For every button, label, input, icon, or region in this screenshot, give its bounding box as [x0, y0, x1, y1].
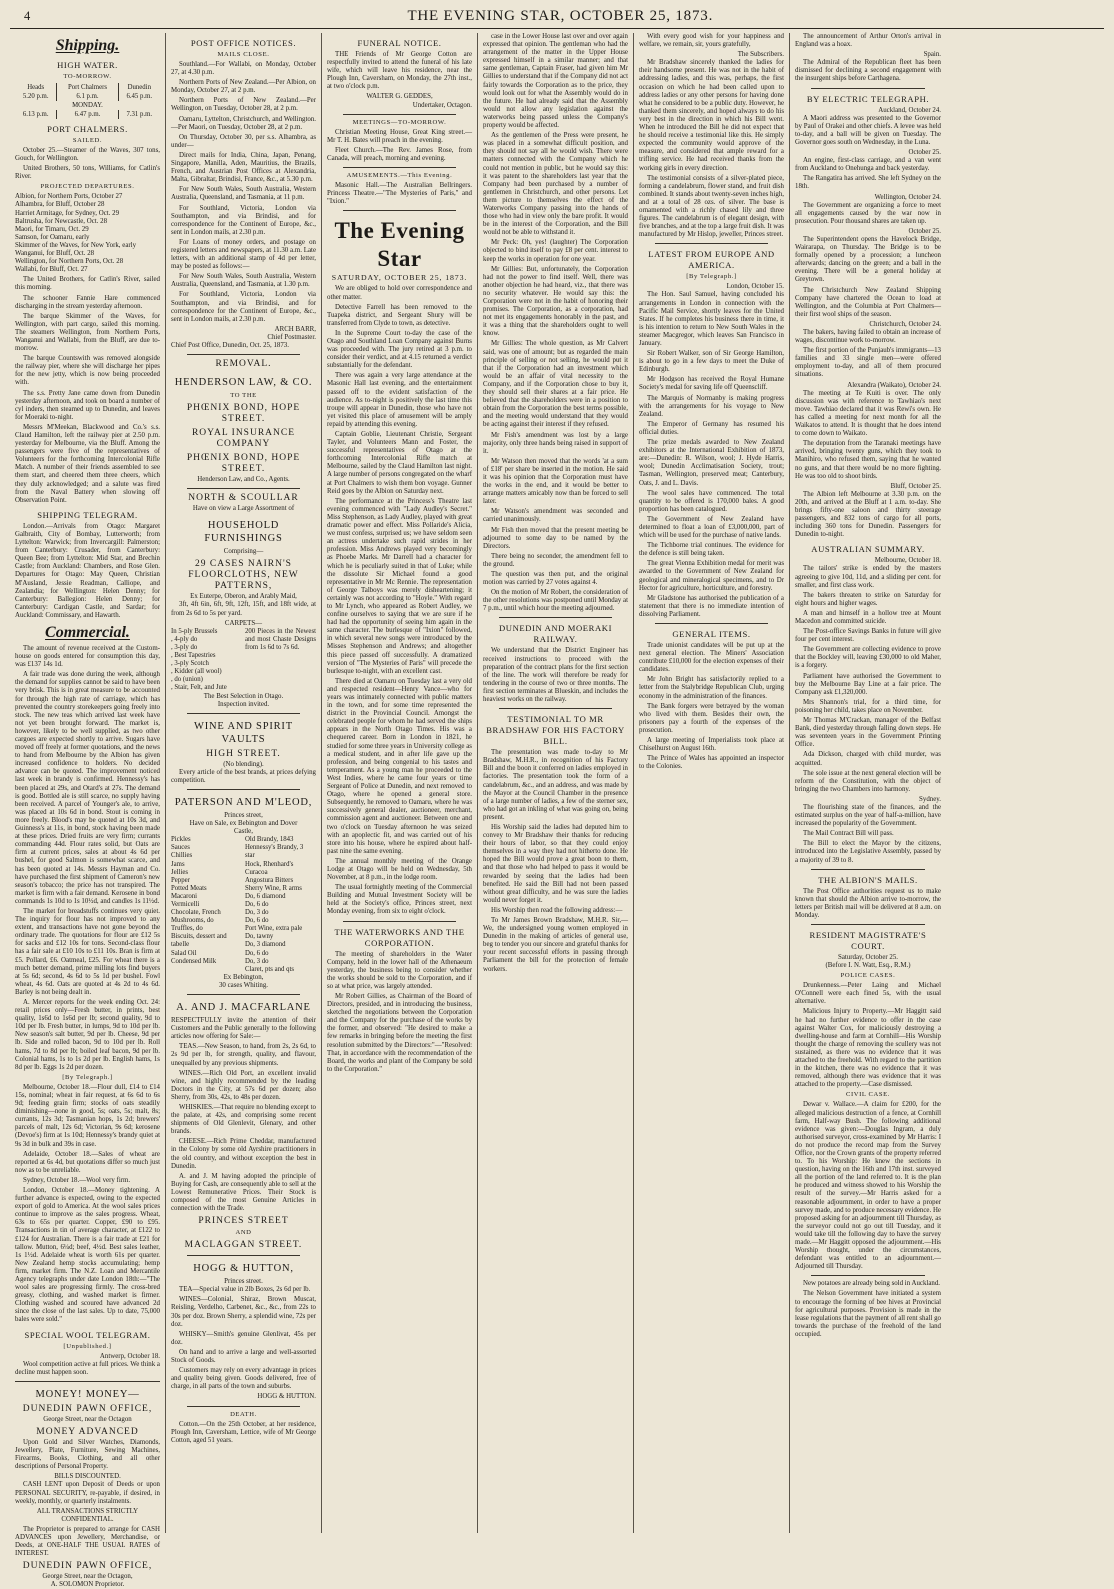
- tide-cell: 6.47 p.m.: [57, 110, 118, 119]
- unpublished-label: [Unpublished.]: [63, 1342, 112, 1350]
- paragraph: Every article of the best brands, at prices defying competition.: [171, 768, 316, 784]
- hogg-hutton: HOGG & HUTTON,: [193, 1263, 294, 1275]
- issue-date: SATURDAY, OCTOBER 25, 1873.: [331, 273, 468, 283]
- paterson-mleod: PATERSON AND M'LEOD,: [174, 796, 313, 808]
- tide-cell: 6.45 p.m.: [118, 92, 160, 101]
- paragraph: On hand and to arrive a large and well-assorted Stock of Goods.: [171, 1348, 316, 1365]
- divider: [187, 994, 300, 995]
- paragraph: In the Supreme Court to-day the case of the Otago and Southland Loan Company against Burns was proceeded with. The jury retired at 3 p.m. to consider their verdict, and at 4.15 returned a verdict substantially for the defendant.: [327, 329, 472, 370]
- paragraph: A Maori address was presented to the Governor by Paul of Orakei and other chiefs. A levee was held to-day, and a ball will be given on Tuesday. The Governor goes south on Wednesday, in the Luna.: [795, 114, 941, 146]
- royal-insurance: ROYAL INSURANCE COMPANY: [191, 428, 296, 450]
- paragraph: The performance at the Princess's Theatre last evening commenced with "Lady Audley's Secret." Miss Stephenson, as Lady Audley, played with great dramatic power and effect. Miss Pollaride's Alicia, we must confess, surprised us; we have seldom seen an actress undertake such rapid strides in her profession. Miss Andrews played very becomingly as Phoebe Marks. Mr Darrell had a character for which he is peculiarly suited in that of Luke; while the dissolute Sir Michael found a good representative in Mr Mc Rennie. The representation of George Talboys was merely disheartening; it certainly was not according to "Hoyle." With regard to Mr Lynch, who appeared as Robert Audley, we confine ourselves to saying that we are sure if he had had the opportunity of seeing him again in the same character. The burlesque of "Ixion" followed, in which several new songs were introduced by the Misses Stephenson and Andrews; and altogether this piece passed off successfully. A dramatized version of "The Mysteries of Paris" will precede the burlesque to-night, with an excellent cast.: [327, 497, 472, 675]
- carpet-note: 200 Pieces in the Newest and most Chaste Designs from 1s 6d to 7s 6d.: [244, 627, 316, 651]
- paragraph: On Thursday, October 30, per s.s. Alhambra, as under—: [171, 133, 316, 149]
- paragraph: The Nelson Government have initiated a system to encourage the forming of bee hives at Provincial for agricultural purposes. Provision is made in the lease regulations that the payment of all rent shall go towards the purchase of the freehold of the land occupied.: [795, 1290, 941, 1338]
- ex-bebington: Ex Bebington,: [223, 973, 264, 981]
- high-water-heading: HIGH WATER.: [57, 60, 118, 70]
- paterson-text: Have on Sale, ex Bebington and Dover: [189, 820, 298, 828]
- goods-right: Old Brandy, 1843 Hennessy's Brandy, 3 star Hock, Rhenhard's Curacoa Angostura Bitters Sherry Wine, R arms Do, 6 diamond Do, 6 do Do, 3 do Do, 6 do Port Wine, extra pale Do, tawny Do, 3 diamond Do, 6 do Do, 3 do Claret, pts and qts: [244, 836, 304, 973]
- dateline: Auckland, October 24.: [878, 106, 941, 114]
- waterworks-heading: THE WATERWORKS AND THE CORPORATION.: [334, 926, 465, 948]
- paragraph: We are obliged to hold over correspondence and other matter.: [327, 285, 472, 301]
- paragraph: Mr Gladstone has authorised the publication of a statement that there is no immediate intention of dissolving Parliament.: [639, 594, 784, 618]
- amusements-heading: AMUSEMENTS.—This Evening.: [346, 172, 453, 180]
- dateline: Christchurch, October 24.: [869, 320, 941, 328]
- paragraph: Malicious Injury to Property.—Mr Haggitt said he had no further evidence to offer in the case against Walter Cox, for maliciously destroying a dwelling-house and farm at Cornhill—His Worship thought the charge of removing the scullery was not sustained, as there was no evidence that it was attached to the freehold. With regard to the partition in the kitchen, there was no evidence that it was removed, although there was evidence that it was attached to the property.—Case dismissed.: [795, 1008, 941, 1089]
- tide-row: [15, 92, 160, 101]
- princes-street-label: Princes street,: [224, 811, 263, 819]
- paragraph: The Prince of Wales has appointed an inspector to the Colonies.: [639, 755, 784, 771]
- paragraph: The first portion of the Punjaub's immigrants—13 families and 33 single men—were offered employment to-day, and all of them procured situations.: [795, 347, 941, 379]
- paragraph: The deputation from the Taranaki meetings have arrived, bringing twenty guns, which they took to Manihiro, who refused them, saying that he wanted no guns, and that there would be no more fighting. He was too old to shoot birds.: [795, 440, 941, 480]
- paragraph: The meeting at Te Kuiti is over. The only discussion was with reference to Tawhiao's next move. Tawhiao declared that it was Rewi's own. He has called a meeting for next month for all the Waikatos to attend. It is thought that he does intend to come down to Waikato.: [795, 389, 941, 438]
- paragraph: London.—Arrivals from Otago: Margaret Galbraith, City of Bombay, Lutterworth; from Lyttelton: Warwick; from Invercargill: Palmerston; from Canterbury: Crusader, from Canterbury: Queen Bee; from Lyttelton: Mid Star, and Brechin Castle; from Auckland: Chambers, and Rose Glen. Departures for Otago: May Queen, Christian M'Ausland, Jessie Readman, Calliope, and Zealandia; for Wellington: Helen Denny; for Canterbury: Ballegion: Helen Denny; for Canterbury: Cardigan Castle, and Sardar; for Auckland: Commissary, and Hawarth.: [15, 522, 160, 619]
- column-5: [634, 33, 790, 1533]
- paragraph: Masonic Hall.—The Australian Bellringers. Princess Theatre.—"The Mysteries of Paris," and "Ixion.": [327, 182, 472, 206]
- divider: [343, 921, 456, 922]
- paragraph: Cotton.—On the 25th October, at her residence, Plough Inn, Caversham, Lettice, wife of Mr George Cotton, aged 51 years.: [171, 1420, 316, 1444]
- dateline: Alexandra (Waikato), October 24.: [847, 381, 941, 389]
- dateline: Antwerp, October 18.: [99, 1352, 160, 1360]
- shipping-telegram-heading: SHIPPING TELEGRAM.: [37, 509, 138, 520]
- pawn-address: George Street, near the Octagon: [43, 1415, 132, 1423]
- paragraph: The Marquis of Normanby is making progress with the arrangements for his voyage to New Zealand.: [639, 394, 784, 418]
- court-date: Saturday, October 25.: [837, 954, 899, 961]
- paragraph: Sir Robert Walker, son of Sir George Hamilton, is about to go in a few days to meet the Duke of Edinburgh.: [639, 350, 784, 374]
- paragraph: The Rangatira has arrived. She left Sydney on the 18th.: [795, 175, 941, 191]
- money-heading: MONEY! MONEY—: [35, 1388, 140, 1400]
- paragraph: Ada Dickson, charged with child murder, was acquitted.: [795, 751, 941, 767]
- paragraph: There was again a very large attendance at the Masonic Hall last evening, and the entertainment passed off to the evident satisfaction of the audience. As to-night is positively the last time this troupe will appear in Dunedin, those who have not yet visited this place of amusement will be amply repaid by attending this evening.: [327, 372, 472, 428]
- paragraph: Direct mails for India, China, Japan, Penang, Singapore, Manilla, Aden, Mauritius, the Brazils, French, and Austrian Post Offices at Alexandria, Malta, Gibraltar, Brindisi, France, &c., at 5.30 p.m.: [171, 151, 316, 184]
- tide-row: [15, 101, 160, 110]
- court-before: (Before I. N. Watt, Esq., R.M.): [825, 962, 911, 970]
- paragraph: With every good wish for your happiness and welfare, we remain, sir, yours gratefully,: [639, 33, 784, 49]
- paragraph: We understand that the District Engineer has received instructions to proceed with the preparation of the contract plans for the first section of the line. The work will therefore be ready for tendering in the course of two or three months. The first section terminates at Blueskin, and includes the heaviest works on the railway.: [483, 647, 628, 704]
- paragraph: Melbourne, October 18.—Flour dull, £14 to £14 15s, nominal; wheat in fair request, at 6s 6d to 6s 9d; feeding grain firm; stocks of oats steadily diminishing—none in good, 5s; oats, 5s; malt, 8s; currants, 12s 3d; Tasmanian hops, 1s 2d; brewers' parcels of malt, 12s 6d; Victorian, 9s 6d; kerosene (Devoe's) firm at 1s 10d; Hennessy's brandy quiet at 9s 3d in bulk and 39s in case.: [15, 1083, 160, 1148]
- by-telegraph-label: [By Telegraph.]: [62, 1073, 113, 1081]
- electric-telegraph-heading: BY ELECTRIC TELEGRAPH.: [806, 93, 930, 104]
- divider: [343, 210, 456, 211]
- paragraph: Mr Thomas M'Crackan, manager of the Belfast Bank, died yesterday through falling down steps. He was seventeen years in the Government Printing Office.: [795, 717, 941, 749]
- best-selection: The Best Selection in Otago.: [203, 692, 284, 700]
- divider: [187, 713, 300, 714]
- comprising: Comprising—: [223, 548, 264, 556]
- funeral-heading: FUNERAL NOTICE.: [357, 38, 442, 48]
- paragraph: On the motion of Mr Robert, the consideration of the other resolutions was postponed until Monday at 7 p.m., until which hour the meeting adjourned.: [483, 589, 628, 613]
- paragraph: The Hon. Saul Samuel, having concluded his arrangements in London in connection with the Pacific Mail Service, shortly leaves for the United States. If he completes his business there in time, it is his intention to return to New South Wales in the steamer Macgregor, which leaves San Francisco in January.: [639, 291, 784, 347]
- and-label: AND: [235, 1229, 252, 1237]
- paragraph: There died at Oamaru on Tuesday last a very old and respected resident—Henry Vance—who for years was intimately connected with public matters in the town, and for some time represented the district in the Provincial Council. Amongst the celebrated people for whom he had served the ships appears in the North Otago Times. His was a chequered career. Born in London in 1821, he studied for some three years in University college as a medical student, and in after life gave up the profession, and being congenial to his tastes and temperament. As a young man he proceeded to the West Indies, where he came four years or time Sergeant of Police at Dunedin, and next removed to Otago, where he opened a general store. Subsequently, he removed to Oamaru, where he was successively general dealer, auctioneer, merchant, commission agent and auctioneer. Between one and two o'clock on Tuesday afternoon he was seized with an apoplectic fit, and was carried out of his store into his house, where he expired about half-past nine the same evening.: [327, 677, 472, 855]
- paragraph: The Mail Contract Bill will pass.: [803, 830, 894, 838]
- to-the-label: TO THE: [230, 392, 257, 400]
- paragraph: TEA—Special value in 2lb Boxes, 2s 6d per lb.: [179, 1286, 311, 1294]
- paragraph: WINES—Colonial, Shiraz, Brown Muscat, Reisling, Verdelho, Carbenet, &c., &c., from 22s to 30s per doz. Brown Sherry, a splendid wine, 72s per doz.: [171, 1296, 316, 1328]
- paragraph: The Proprietor is prepared to arrange for CASH ADVANCES upon Jewellery, Merchandise, or Deeds, at ONE-HALF THE USUAL RATES of INTEREST.: [15, 1525, 160, 1558]
- paragraph: The announcement of Arthur Orton's arrival in England was a hoax.: [795, 33, 941, 49]
- hogg-sign: HOGG & HUTTON.: [257, 1393, 316, 1401]
- divider: [187, 789, 300, 790]
- death-heading: DEATH.: [230, 1410, 257, 1418]
- divider: [187, 354, 300, 355]
- police-cases-label: POLICE CASES.: [840, 972, 896, 980]
- paragraph: CASH LENT upon Deposit of Deeds or upon PERSONAL SECURITY, re-payable, if desired, in weekly, monthly, or quarterly instalments.: [15, 1481, 160, 1505]
- paragraph: The flourishing state of the finances, and the estimated surplus on the year of half-a-million, have increased the popularity of the Government.: [795, 803, 941, 828]
- latest-europe-heading: LATEST FROM EUROPE AND AMERICA.: [648, 249, 775, 271]
- paragraph: Christian Meeting House, Great King street.—Mr T. H. Bates will preach in the evening.: [327, 128, 472, 144]
- tide-cell: MONDAY.: [72, 102, 103, 109]
- divider: [655, 243, 768, 244]
- page-number: 4: [24, 9, 31, 23]
- pawn-office-name-2: DUNEDIN PAWN OFFICE,: [22, 1561, 153, 1572]
- paragraph: As the gentlemen of the Press were present, he was placed in a somewhat difficult position, and they should not say all he would wish. There were matters connected with the Company which he could not mention in public, but he would say this: it was patent to the shareholders last year that the Company had been purchased by a number of gentlemen in Christchurch, and other persons. Let them picture to themselves the effect of the Waterworks Company passing into the hands of those who had in view only the bare profit. It would be in the interest of the Corporation, and the Bill would not be able to withstand it.: [483, 132, 628, 237]
- tide-table: [15, 83, 160, 119]
- paragraph: A man and himself in a hollow tree at Mount Macedon and committed suicide.: [795, 609, 941, 625]
- australian-summary-heading: AUSTRALIAN SUMMARY.: [811, 544, 925, 555]
- port-chalmers-heading: PORT CHALMERS.: [47, 124, 128, 134]
- paragraph: Trade unionist candidates will be put up at the next general election. The Miners' Association contribute £10,000 for the election expenses of their candidates.: [639, 642, 784, 674]
- high-street: HIGH STREET.: [206, 748, 281, 759]
- dateline: Sydney.: [919, 795, 941, 803]
- paragraph: Mr Hodgson has received the Royal Humane Society's medal for saving life off Queenscliff.: [639, 376, 784, 392]
- north-scoullar: NORTH & SCOULLAR: [188, 493, 299, 504]
- paragraph: The annual monthly meeting of the Orange Lodge at Otago will be held on Wednesday, 5th November, at 8 p.m., in the lodge room.: [327, 857, 472, 882]
- paragraph: The Post Office authorities request us to make known that should the Albion arrive to-morrow, the letters per British mail will be delivered at 8 a.m. on Monday.: [795, 887, 941, 919]
- macfarlane-name: A. AND J. MACFARLANE: [176, 1002, 311, 1014]
- tide-cell: 5.20 p.m.: [22, 93, 49, 100]
- paragraph: For Southland, Victoria, London via Southampton, and via Brindisi, and for correspondence for the Continent of Europe, &c., sent in London mails, at 2.30 p.m.: [171, 204, 316, 236]
- paragraph: The bakers threaten to strike on Saturday for eight hours and higher wages.: [795, 591, 941, 607]
- tide-row: [15, 110, 160, 119]
- paragraph: The usual fortnightly meeting of the Commercial Building and Mutual Investment Society will be held at the Society's office, Princes street, next Monday evening, from six to eight o'clock.: [327, 884, 472, 916]
- signature-name: ARCH BARR,: [274, 325, 316, 333]
- paragraph: The Bank forgers were betrayed by the woman who lived with them. Besides their own, the prisoners pay a fourth of the expenses of the prosecution.: [639, 702, 784, 734]
- tide-cell: Dunedin: [118, 83, 160, 92]
- column-6: [790, 33, 946, 1533]
- inspection: Inspection invited.: [217, 700, 270, 708]
- paragraph: Sydney, October 18.—Wool very firm.: [23, 1176, 131, 1184]
- albion-mails-heading: THE ALBION'S MAILS.: [818, 874, 918, 885]
- paragraph: WHISKY—Smith's genuine Glenlivat, 45s per doz.: [171, 1330, 316, 1346]
- no-blending: (No blending).: [223, 760, 264, 768]
- carpet-list: [171, 628, 316, 693]
- phoenix-bond: PHŒNIX BOND, HOPE STREET.: [186, 403, 301, 425]
- column-1: [10, 33, 166, 1589]
- paragraph: Mr Fish's amendment was lost by a large majority, only three hands being raised in support of it.: [483, 431, 628, 455]
- wine-spirit-vaults: WINE AND SPIRIT VAULTS: [194, 720, 293, 745]
- dateline: October 25.: [908, 227, 941, 235]
- subscribers: The Subscribers.: [737, 51, 784, 59]
- phoenix-bond-2: PHŒNIX BOND, HOPE STREET.: [186, 453, 301, 475]
- paragraph: Mr Watson then moved that the words 'at a sum of £18' per share be inserted in the motion. He said it was his opinion that the Corporation must have the works in the end, and it would be better to arrange matters amicably now than be forced to sell later.: [483, 457, 628, 506]
- pawn-address-2: George Street, near the Octagon,: [42, 1573, 133, 1581]
- paragraph: The Emperor of Germany has resumed his official duties.: [639, 420, 784, 436]
- tomorrow-label: TO-MORROW.: [63, 73, 112, 80]
- paragraph: The amount of revenue received at the Custom-house on goods entered for consumption this day, was £137 14s 1d.: [15, 644, 160, 669]
- civil-case-label: CIVIL CASE.: [845, 1091, 891, 1099]
- meetings-heading: MEETINGS—TO-MORROW.: [352, 118, 447, 126]
- paragraph: The market for breadstuffs continues very quiet. The inquiry for flour has not improved to any extent, and transactions have not gone beyond the ordinary trade. The quotations for flour are £12 5s for sacks and £12 10s for tons. Second-class flour has a fair sale at £10 10s to £11 10s. Bran is firm at £5. Pollard, £6. Oatmeal, £25. For wheat there is a much better demand, prime milling lots find buyers at 5s 6d; second, 4s 6d to 5s 1d per bushel. Fowl wheat, 4s 6d. Oats are quoted at 4s 2d to 4s 6d. Barley is not being dealt in.: [15, 907, 160, 996]
- resident-magistrate-heading: RESIDENT MAGISTRATE'S COURT.: [809, 930, 927, 951]
- paragraph: 3ft, 4ft 6in, 6ft, 9ft, 12ft, 15ft, and 18ft wide, at from 2s 6d to 5s per yard.: [171, 601, 316, 617]
- henderson-agents: Henderson Law, and Co., Agents.: [197, 476, 290, 484]
- paragraph: WHISKIES.—That require no blending except to the palate, at 42s, and comprising some recent shipments of Old Glenlevit, Glenary, and other brands.: [171, 1103, 316, 1136]
- paragraph: Messrs M'Meekan, Blackwood and Co.'s s.s. Claud Hamilton, left the railway pier at 2.50 p.m. yesterday for Melbourne, via the Bluff. Among the passengers were five of the representatives of Volunteers for the forthcoming Intercolonial Rifle Match. A number of their friends assembled to see them start, and cheered them three cheers, which they duly acknowledged; and a salute was fired from the Naval Battery when slowing off Observation Point.: [15, 423, 160, 504]
- paragraph: Mrs Shannon's trial, for a third time, for poisoning her child, takes place on November.: [795, 698, 941, 714]
- paragraph: Mr Peck: Oh, yes! (laughter) The Corporation objected to bind itself to pay £8 per cent. interest to keep the works in operation for one year.: [483, 239, 628, 263]
- paragraph: His Worship then read the following address:—: [491, 906, 623, 914]
- divider: [811, 869, 925, 870]
- paragraph: Mr Robert Gillies, as Chairman of the Board of Directors, presided, and in introducing the business, sketched the negotiations between the Corporation and the Company for the purchase of the works by the former, and observed: "He desired to make a few remarks in bringing before the meeting the first resolution submitted by the Directors:"—"Resolved: That, in accordance with the recommendation of the Board, the works and plant of the Company be sold to the Corporation.": [327, 993, 472, 1073]
- paragraph: A. Mercer reports for the week ending Oct. 24: retail prices only—Fresh butter, in prints, best quality, 1s6d to 1s6d per lb; second quality, 9d to 10d per lb. Fresh butter, in lumps, 9d to 10d per lb. New season's salt butter, 9d per lb. Cheese, 9d per lb. Side and rolled bacon, 9d to 10d per lb. Roll hams, 7d to 8d per lb; boiled leaf bacon, 9d per lb. Colonial hams, 1s to 1s 2d per lb. English hams, 1s 8d per lb. Eggs 1s 2d per dozen.: [15, 999, 160, 1071]
- paragraph: Oamaru, Lyttelton, Christchurch, and Wellington.—Per Maori, on Tuesday, October 28, at 2 p.m.: [171, 115, 316, 131]
- paragraph: For New South Wales, South Australia, Western Australia, Queensland, and Tasmania, at 1.30 p.m.: [171, 273, 316, 289]
- proprietor: A. SOLOMON Proprietor.: [50, 1581, 125, 1589]
- tide-row: [15, 83, 160, 92]
- paragraph: The prize medals awarded to New Zealand exhibitors at the International Exhibition of 1873, are:—Dunedin: R. Wilson, wool; J. Hyde Harris, wool; Dunedin Acclimatisation Society, trout; Tasman, Wellington, preserved meat; Canterbury, Oats, J. and L. Davis.: [639, 439, 784, 487]
- paragraph: The presentation was made to-day to Mr Bradshaw, M.H.R., in recognition of his Factory Bill and the boon it conferred on ladies employed in factories. The presentation took the form of a candelabrum, &c., and an address, and was made by the Mayor at the Council Chamber in the presence of a large number of ladies, a few of the sterner sex, who had got an inkling of what was going on, being present.: [483, 749, 628, 821]
- paragraph: The tailors' strike is ended by the masters agreeing to give 10d, 11d, and a sliding per cent. for smaller, and first class work.: [795, 565, 941, 589]
- paragraph: To Mr James Brown Bradshaw, M.H.R. Sir,—We, the undersigned young women employed in Dunedin in the making of articles of general use, beg to tender you our sincere and grateful thanks for your recent successful efforts in passing through Parliament the bill for the protection of female workers.: [483, 917, 628, 973]
- view-stock: Have on view a Large Assortment of: [192, 505, 295, 513]
- divider: [499, 708, 612, 709]
- household-furnishings: HOUSEHOLD FURNISHINGS: [204, 520, 283, 545]
- paragraph: A large meeting of Imperialists took place at Chiselhurst on August 16th.: [639, 737, 784, 753]
- paragraph: Fleet Church.—The Rev. James Rose, from Canada, will preach, morning and evening.: [327, 146, 472, 162]
- paragraph: ALL TRANSACTIONS STRICTLY CONFIDENTIAL.: [36, 1507, 139, 1523]
- paragraph: Mr Gillies: But, unfortunately, the Corporation had not the power to find itself. Well, there was another objection he had heard, viz., that there was no security whatever. He would say this: the Corporation were not in the habit of honoring their promises. The Corporation, as a corporation, had not met its engagements honorably in the past, and it was a thing that the shareholders ought to well know.: [483, 265, 628, 338]
- paragraph: Upon Gold and Silver Watches, Diamonds, Jewellery, Plate, Furniture, Sewing Machines, Firearms, Books, Clothing, and all other descriptions of Personal Property.: [15, 1438, 160, 1471]
- columns: [10, 33, 1104, 1589]
- paragraph: The barque Skimmer of the Waves, for Wellington, with part cargo, sailed this morning. The steamers Wellington, from Northern Ports, Wanganui and Wallabi, from the Bluff, are due to-morrow.: [15, 312, 160, 353]
- divider: [187, 1406, 300, 1407]
- divider: [499, 617, 612, 618]
- paragraph: Wool competition active at full prices. We think a decline must happen soon.: [15, 1360, 160, 1376]
- general-items-heading: GENERAL ITEMS.: [672, 629, 751, 639]
- ex-ships: Ex Euterpe, Oberon, and Arably Maid,: [190, 593, 297, 601]
- paragraph: The great Vienna Exhibition medal for merit was awarded to the Government of New Zealand for geological and mineralogical specimens, and to Dr Hector for agriculture, horticulture, and forestry.: [639, 560, 784, 592]
- undertaker-title: Undertaker, Octagon.: [412, 101, 472, 109]
- paragraph: Mr Gillies: The whole question, as Mr Calvert said, was one of amount; but as regarded the main principle of selling or not selling, he would put it that if the Corporation had an investment which would be an affair of vital necessity to the Company, and if the Corporation chose to buy it, they should sell their shares at a fair price. He believed that the shareholders were in a position to obtain from the Corporation the best terms possible, and the meeting would understand that they would be acting against their interest if they refused.: [483, 340, 628, 429]
- divider: [811, 924, 925, 925]
- departures-list: Albion, for Northern Ports, October 27 Alhambra, for Bluff, October 28 Harriet Armitage, for Sydney, Oct. 29 Baltrusha, for Newcastle, Oct. 28 Maori, for Timaru, Oct. 29 Samson, for Oamaru, early Skimmer of the Waves, for New York, early Wanganui, for Bluff, Oct. 28 Wellington, for Northern Ports, Oct. 28 Wallabi, for Bluff, Oct. 27: [15, 193, 137, 274]
- paragraph: The wool sales have commenced. The total quantity to be offered is 170,000 bales. A good proportion has been catalogued.: [639, 489, 784, 513]
- tide-cell: 7.31 p.m.: [118, 110, 160, 119]
- divider: [655, 623, 768, 624]
- paragraph: The Superintendent opens the Havelock Bridge, Wairarapa, on Thursday. The Bridge is to be formally opened by a procession; a luncheon afterwards; dancing on the green; and a ball in the evening. There will be a general holiday at Greytown.: [795, 235, 941, 284]
- paragraph: The question was then put, and the original motion was carried by 27 votes against 4.: [483, 571, 628, 587]
- carpet-types: In 5-ply Brussels , 4-ply do , 3-ply do , Best Tapestries , 3-ply Scotch , Kidder (all wool) , do (union) , Stair, Felt, and Jute: [171, 627, 227, 692]
- sailed-label: SAILED.: [72, 137, 103, 144]
- dunedin-moeraki-heading: DUNEDIN AND MOERAKI RAILWAY.: [498, 623, 613, 645]
- goods-left: Pickles Sauces Chillies Jams Jellies Pepper Potted Meats Macaroni Vermicelli Chocolate, French Mushrooms, do Truffles, do Biscuits, dessert and tabelle Salad Oil Condensed Milk: [171, 836, 227, 965]
- paragraph: The bakers, having failed to obtain an increase of wages, discontinue work to-morrow.: [795, 329, 941, 345]
- divider: [343, 114, 456, 115]
- divider: [811, 88, 925, 89]
- projected-heading: PROJECTED DEPARTURES.: [40, 183, 135, 191]
- evening-star-title: The Evening Star: [334, 218, 465, 272]
- dateline: Bluff, October 25.: [890, 482, 941, 490]
- paragraph: Parliament have authorised the Government to buy the Melbourne Bay Line at a fair price. The Company ask £1,320,000.: [795, 672, 941, 696]
- signature-office: Chief Post Office, Dunedin, Oct. 25, 1873.: [171, 342, 289, 349]
- paragraph: Mr John Bright has satisfactorily replied to a letter from the Stalybridge Republican Club, urging economy in the administration of the finances.: [639, 676, 784, 700]
- paragraph: Detective Farrell has been removed to the Tuapeka district, and Sergeant Shury will be transferred from Clyde to town, as detective.: [327, 303, 472, 327]
- paragraph: The Admiral of the Republican fleet has been dismissed for declining a second engagement with the insurgent ships before Carthagena.: [795, 59, 941, 83]
- paragraph: The sole issue at the next general election will be reform of the Constitution, with the object of bringing the two Chambers into harmony.: [795, 769, 941, 793]
- paragraph: The schooner Fannie Hare commenced discharging in the stream yesterday afternoon.: [15, 294, 160, 310]
- paragraph: London, October 18.—Money tightening. A further advance is expected, owing to the expected export of gold to America. At the wool sales prices continue to improve as the sales progress. Wheat, 63s to 65s per quarter. Copper, £90 to £95. Transactions in tin of average character, at £122 to £124 for Australian. There is a fair trade at £21 for tallow. Mutton, 6¼d; beef, 4½d. Best sales leather, 1s 1½d. Adelaide wheat is worth 61s per quarter. New Zealand hemp stocks accumulating; hemp firm, market firm. The N.Z. Loan and Mercantile Agency telegraphs under date London 18th:—"The wool sales are progressing firmly. The cross-bred greasy, clothing, and washed market is firmer. Clothing washed and scoured have advanced 2d since the close of the last sales. Up to date, 75,000 bales were sold.": [15, 1186, 160, 1324]
- paragraph: The Christchurch New Zealand Shipping Company have chartered the Ocean to load at Wellington, and the Columbia at Port Chalmers—their first wool ships of the season.: [795, 286, 941, 318]
- paragraph: Dewar v. Wallace.—A claim for £200, for the alleged malicious destruction of a fence, at Cornhill farm, Half-way Bush. The following additional evidence was given:—Douglas Ingram, a duly authorised surveyor, cross-examined by Mr Harris: I do not produce the record map from the Survey Office, nor the Crown grants of the property referred to. To his Worship: He knew the sections in question, having on the 16th and 17th inst. surveyed all the portion of the land referred to. It is the plan he produced and witness showed to his Worship the result of the survey.—Mr Harris asked for a reasonable adjournment, in order to have a proper survey made, and to produce necessary evidence. He proposed asking for an adjournment till Thursday, as the surveyor could not go out till Tuesday, and it would take till the following day to have the survey made.—Mr Haggitt opposed the adjournment.—His Worship thought, under the circumstances, defendant was entitled to an adjournment.—Adjourned till Thursday.: [795, 1101, 941, 1271]
- cases-whisky: 30 cases Whiting.: [218, 981, 269, 989]
- paragraph: A fair trade was done during the week, although the demand for supplies cannot be said to have been very brisk. This is in great measure to be accounted for through the high rate of carriage, which has prevented the country storekeepers going freely into stock. The new teas which arrived last week have not yet been brought forward. The market is, however, likely to be well supplied, as two other cargoes are expected shortly to arrive. Sugars have moved off freely at former quotations, and the news to hand from Melbourne by the Albion has given increased confidence to holders. No decided advance can be quoted. The improvement noticed last week in brandy is confirmed. Hennessy's has been placed at 29s, and Otard's at 27s. The demand is good. Bottled ale is still scarce, no supply having been received. A parcel of Younger's ale, to arrive, was placed at 10s 6d in bond. Stout is coming in more freely. Blood's may be quoted at 10s 3d, and Guinness's at 11s, in bond, stock having been made at these prices. Dried fruits are very firm; currants commanding 44d. Flour rates solid, but Oats are firm at current prices, sales at about 4s 6d per bushel, for good Salmon is somewhat scarce, and has been quoted at 14s. Messrs Hayman and Co. have purchased the first shipment of Cameron's new season's tobacco; the price has not transpired. The market is firm with a fair demand. Kerosene in bond commands 1s 10d to 1s 10½d, and candles 1s 11½d.: [15, 671, 160, 905]
- paragraph: case in the Lower House last over and over again expressed that opinion. The gentleman who had the arrangement of the matter in the Upper House expressed himself in a similar manner; and that same gentleman, Captain Fraser, had given him Mr Gillies to understand that if the Company did not act fairly towards the Corporation as to the price, they would look out for what the Assembly would do in the future. He had already said that the Assembly would not allow any legislation against the waterworks being passed unless the Company's property would be affected.: [483, 33, 628, 130]
- newspaper-title: THE EVENING STAR, OCTOBER 25, 1873.: [407, 8, 714, 24]
- paragraph: Drunkenness.—Peter Laing and Michael O'Connell were each fined 5s, with the usual alternative.: [795, 982, 941, 1006]
- paragraph: The Albion left Melbourne at 3.30 p.m. on the 20th, and arrived at the Bluff at 1 a.m. to-day. She brings fifty-one saloon and thirty steerage passengers, and 832 tons of cargo for all ports, including 360 tons for Dunedin. Passengers for Dunedin to-night.: [795, 490, 941, 539]
- paragraph: The barque Countswith was removed alongside the railway pier, where she will discharge her pipes for the new jetty, which is now being proceeded with.: [15, 355, 160, 387]
- special-wool-heading: SPECIAL WOOL TELEGRAM.: [24, 1329, 151, 1340]
- paragraph: Northern Ports of New Zealand.—Per Wellington, on Tuesday, October 28, at 2 p.m.: [171, 97, 316, 113]
- mails-close-label: MAILS CLOSE.: [217, 51, 270, 58]
- divider: [811, 1275, 925, 1276]
- divider: [15, 1381, 160, 1382]
- paragraph: The Government of New Zealand have determined to float a loan of £3,000,000, part of which will be used for the purchase of native lands.: [639, 515, 784, 540]
- carpets-heading: CARPETS—: [224, 619, 263, 627]
- paragraph: Customers may rely on every advantage in prices and quality being given. Goods delivered, free of charge, in all parts of the town and suburbs.: [171, 1367, 316, 1391]
- dateline: October 25.: [908, 149, 941, 157]
- divider: [187, 1255, 300, 1256]
- tide-cell: 6.13 p.m.: [22, 111, 49, 118]
- paragraph: The s.s. Pretty Jane came down from Dunedin yesterday afternoon, and took on board a number of cyl inders, then steamed up to Dunedin, and leaves for Moeraki to-night.: [15, 389, 160, 421]
- paragraph: The testimonial consists of a silver-plated piece, forming a candelabrum, flower stand, and fruit dish combined. It stands about twenty-seven inches high, and at a total of 28 ozs. of silver. The base is ornamented with a richly chased lily and three figures. The candelabrum is of elegant design, with five branches, and at the top a large fruit dish. It was manufactured by Mr Hislop, jeweller, Princes street.: [639, 174, 784, 239]
- castle-label: Castle,: [234, 828, 253, 836]
- tide-cell: Port Chalmers: [57, 83, 118, 92]
- paragraph: Mr Watson's amendment was seconded and carried unanimously.: [483, 508, 628, 524]
- dateline: Melbourne, October 18.: [874, 557, 941, 565]
- paragraph: The Tichborne trial continues. The evidence for the defence is still being taken.: [639, 542, 784, 558]
- paragraph: United Brothers, 50 tons, Williams, for Catlin's River.: [15, 165, 160, 181]
- paragraph: The United Brothers, for Catlin's River, sailed this morning.: [15, 276, 160, 292]
- tide-cell: 6.1 p.m.: [57, 92, 118, 101]
- paragraph: For Southland, Victoria, London via Southampton, and via Brindisi, and for correspondence for the Continent of Europe, &c., sent in London mails, at 2.30 p.m.: [171, 291, 316, 323]
- pawn-office-name: DUNEDIN PAWN OFFICE,: [22, 1403, 153, 1414]
- column-4: [478, 33, 634, 1533]
- paragraph: The Government are collecting evidence to prove that the Bockley will, leaving £30,000 to old Maher, is a forgery.: [795, 646, 941, 670]
- dateline: London, October 15.: [726, 283, 784, 291]
- paragraph: His Worship said the ladies had deputed him to convey to Mr Bradshaw their thanks for reducing their hours of labor, so that they could enjoy themselves in a way they had not hitherto done. He hoped the Bill would prove a great boon to them, and that those who had helped to pass it would be rewarded by seeing that the ladies had been benefited. He said the Bill had not been passed without great difficulty, and he was sure the ladies would never forget it.: [483, 823, 628, 904]
- bills-discounted: BILLS DISCOUNTED.: [54, 1473, 121, 1481]
- paragraph: The Post-office Savings Banks in future will give four per cent interest.: [795, 628, 941, 644]
- goods-list: [171, 836, 316, 974]
- section-shipping: Shipping.: [55, 37, 120, 54]
- paragraph: RESPECTFULLY invite the attention of their Customers and the Public generally to the following articles now offering for Sale:—: [171, 1017, 316, 1041]
- paragraph: THE Friends of Mr George Cotton are respectfully invited to attend the funeral of his late wife, which will leave his residence, near the Plough Inn, Caversham, on Monday, the 27th inst., at two o'clock p.m.: [327, 51, 472, 91]
- paragraph: October 25.—Steamer of the Waves, 307 tons, Gouch, for Wellington.: [15, 147, 160, 163]
- paragraph: The meeting of shareholders in the Water Company, held in the lower hall of the Athenaeum yesterday, the business being to consider whether the works should be sold to the Corporation, and if so at what price, was largely attended.: [327, 950, 472, 990]
- paragraph: Southland.—For Wallabi, on Monday, October 27, at 4.30 p.m.: [171, 61, 316, 77]
- nairns-floorcloths: 29 CASES NAIRN'S FLOORCLOTHS, NEW PATTERNS,: [188, 559, 299, 592]
- paragraph: A. and J. M having adopted the principle of Buying for Cash, are consequently able to sell at the Lowest Remunerative Prices. Their Stock is composed of the most Genuine Articles in connection with the Trade.: [171, 1172, 316, 1213]
- money-advanced: MONEY ADVANCED: [36, 1426, 139, 1437]
- column-2: [166, 33, 322, 1533]
- paragraph: Mr Bradshaw sincerely thanked the ladies for their handsome present. He was not in the habit of addressing ladies, and this was, perhaps, the first occasion on which he had been called upon to address ladies or any other persons for having done what he considered to be a public duty. However, he thanked them sincerely, and hoped always to do his very best in the direction in which his Bill went. When he introduced the Bill he did not expect that he should receive a testimonial like this. He simply expected the community would approve of the measure, and considered that ample reward for a trifling service. He had received thanks from the working girls in every direction.: [639, 59, 784, 172]
- hogg-address: Princes street.: [224, 1278, 263, 1286]
- paragraph: Mr Fish then moved that the present meeting be adjourned to some day to be named by the Directors.: [483, 526, 628, 550]
- paragraph: For New South Wales, South Australia, Western Australia, Queensland, and Tasmania, at 11 p.m.: [171, 186, 316, 202]
- post-office-heading: POST OFFICE NOTICES.: [190, 38, 297, 48]
- by-telegraph-label: [By Telegraph.]: [686, 273, 737, 281]
- undertaker-name: WALTER G. GEDDES,: [366, 93, 433, 101]
- paragraph: For Loans of money orders, and postage on registered letters and newspapers, at 11.30 a.m. Late letters, with an additional stamp of 4d per letter, may be posted as follows:—: [171, 238, 316, 271]
- column-3: [322, 33, 478, 1533]
- masthead: [10, 6, 1104, 29]
- paragraph: The Government are organizing a force to meet all engagements caused by the war now in prosecution. Pour thousand shares are taken up.: [795, 201, 941, 225]
- signature-title: Chief Postmaster.: [267, 333, 316, 341]
- divider: [343, 167, 456, 168]
- paragraph: There being no seconder, the amendment fell to the ground.: [483, 552, 628, 568]
- paragraph: Adelaide, October 18.—Sales of wheat are reported at 6s 4d, but quotations differ so much just now as to be unreliable.: [15, 1150, 160, 1174]
- paragraph: Captain Goblie, Lieutenant Christie, Sergeant Tayler, and Volunteers Mann and Foster, the successful representatives of Otago at the forthcoming Intercolonial Rifle match at Melbourne, sailed by the Claud Hamilton last night. A large number of persons congregated on the wharf at Port Chalmers to wish them bon voyage. Gunner Reid goes by the Albion on Saturday next.: [327, 431, 472, 495]
- section-commercial: Commercial.: [45, 623, 130, 641]
- testimonial-heading: TESTIMONIAL TO MR BRADSHAW FOR HIS FACTORY BILL.: [486, 714, 625, 747]
- paragraph: The Bill to elect the Mayor by the citizens, introduced into the Legislative Assembly, passed by a majority of 39 to 8.: [795, 840, 941, 864]
- paragraph: WINES.—Rich Old Port, an excellent invalid wine, and highly recommended by the leading Doctors in the City, at 57s 6d per dozen; also Sherry, from 30s, 42s, to 48s per dozen.: [171, 1069, 316, 1101]
- tide-cell: Heads: [27, 84, 45, 91]
- maclaggan-street: MACLAGGAN STREET.: [184, 1240, 303, 1251]
- henderson-name: HENDERSON LAW, & CO.: [174, 377, 313, 389]
- dateline: Wellington, October 24.: [874, 193, 941, 201]
- paragraph: New potatoes are already being sold in Auckland.: [803, 1280, 941, 1288]
- divider: [187, 488, 300, 489]
- removal-heading: REMOVAL.: [215, 359, 272, 370]
- princes-street: PRINCES STREET: [198, 1216, 289, 1227]
- dateline: Spain.: [923, 51, 941, 59]
- paragraph: TEAS.—New Season, to hand, from 2s, 2s 6d, to 2s 9d per lb, for strength, quality, and flavour, unequalled by any previous shipments.: [171, 1043, 316, 1067]
- paragraph: An engine, first-class carriage, and a van went from Auckland to Onehunga and back yesterday.: [795, 157, 941, 173]
- paragraph: Northern Ports of New Zealand.—Per Albion, on Monday, October 27, at 2 p.m.: [171, 79, 316, 95]
- paragraph: CHEESE.—Rich Prime Cheddar, manufactured in the Colony by some old Ayrshire practitioners in the old country, and without exception the best in Dunedin.: [171, 1138, 316, 1170]
